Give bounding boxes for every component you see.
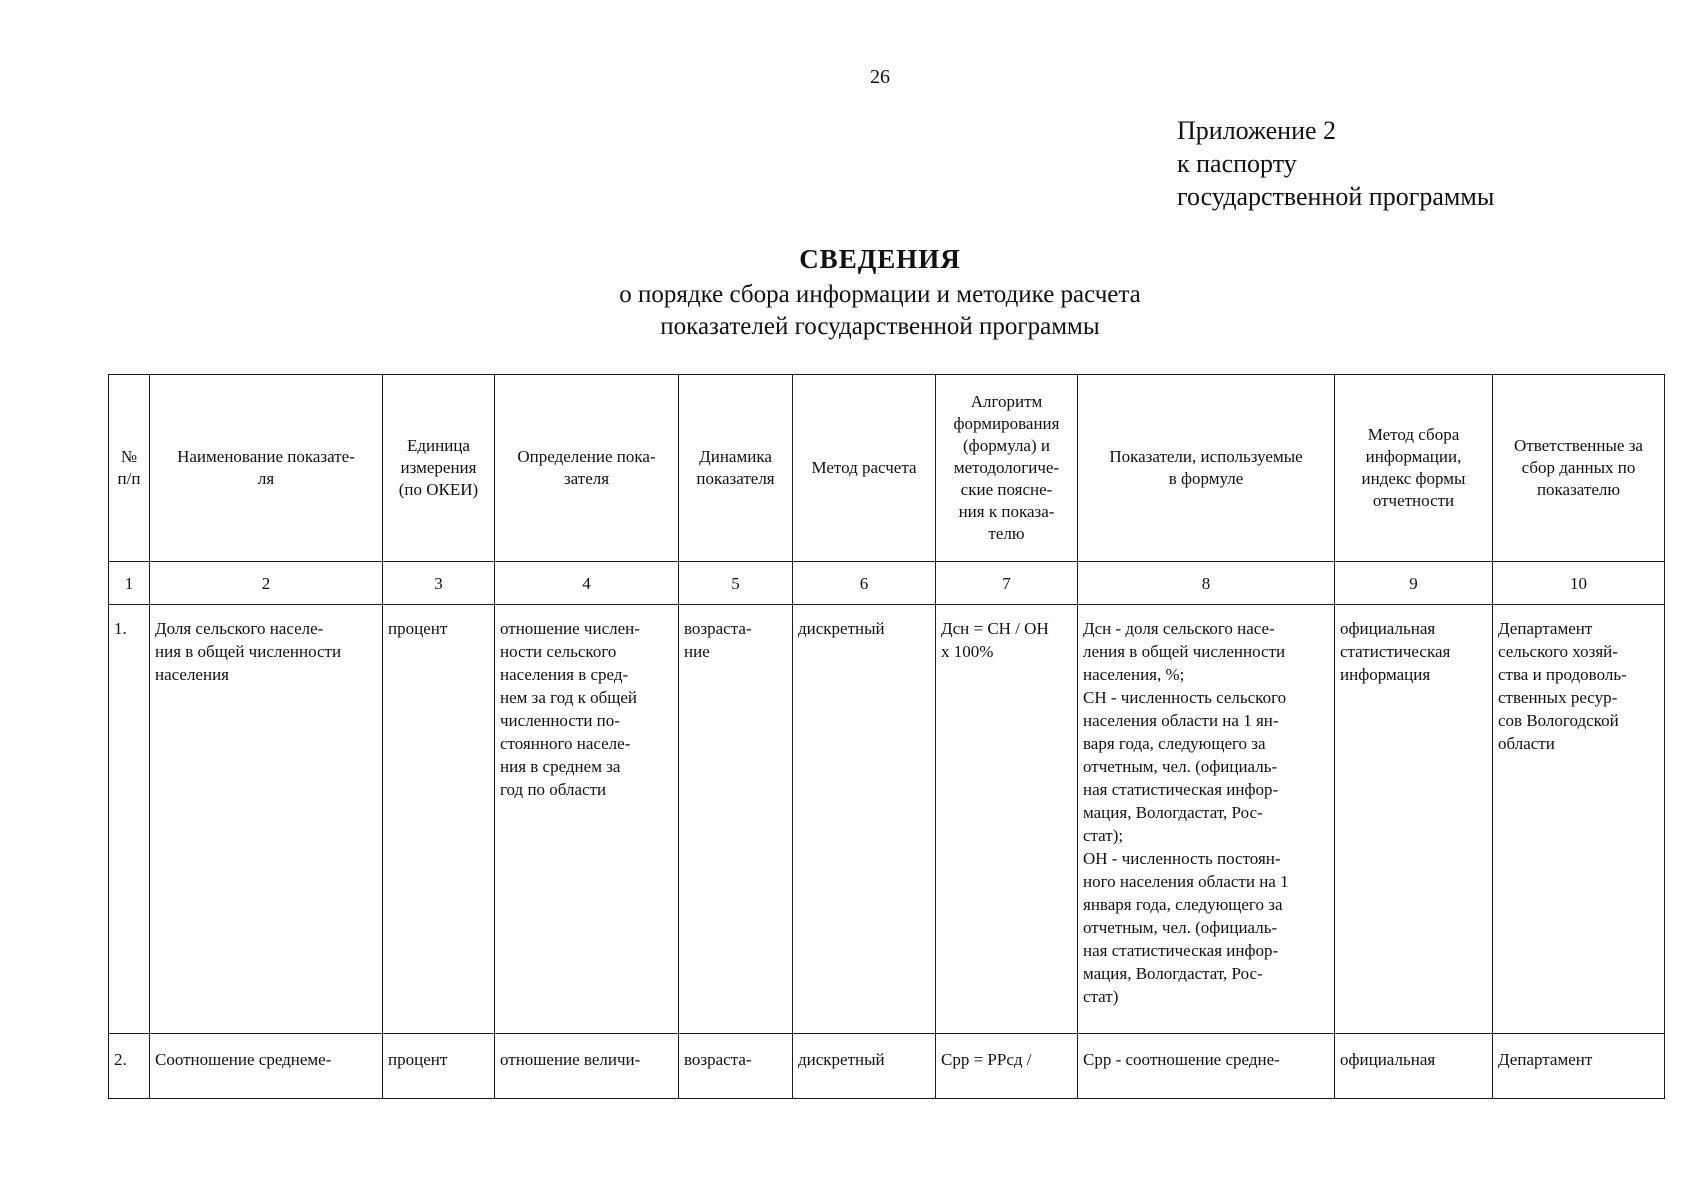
- column-number-cell: 5: [679, 562, 793, 605]
- column-number-cell: 4: [495, 562, 679, 605]
- table-cell: возраста-: [679, 1034, 793, 1099]
- appendix-line-2: к паспорту: [1177, 149, 1297, 178]
- column-number-cell: 1: [109, 562, 150, 605]
- document-title: СВЕДЕНИЯ: [799, 244, 961, 274]
- appendix-note: [1177, 114, 1494, 213]
- appendix-line-1: Приложение 2: [1177, 116, 1337, 145]
- table-cell: Дсн = СН / ОН х 100%: [936, 605, 1078, 1034]
- table-cell: возраста- ние: [679, 605, 793, 1034]
- table-cell: 2.: [109, 1034, 150, 1099]
- table-row: [109, 605, 1665, 1034]
- header-cell: Алгоритм формирования (формула) и методологиче- ские поясне- ния к показа- телю: [936, 375, 1078, 562]
- header-cell: Ответственные за сбор данных по показателю: [1493, 375, 1665, 562]
- header-cell: Наименование показате- ля: [150, 375, 383, 562]
- header-cell: Показатели, используемые в формуле: [1078, 375, 1335, 562]
- header-cell: Единица измерения (по ОКЕИ): [383, 375, 495, 562]
- table-cell: официальная статистическая информация: [1335, 605, 1493, 1034]
- column-number-cell: 8: [1078, 562, 1335, 605]
- column-number-cell: 2: [150, 562, 383, 605]
- table-cell: дискретный: [793, 1034, 936, 1099]
- table-cell: Срр = РРсд /: [936, 1034, 1078, 1099]
- table-cell: официальная: [1335, 1034, 1493, 1099]
- table-cell: дискретный: [793, 605, 936, 1034]
- header-cell: Динамика показателя: [679, 375, 793, 562]
- table-cell: процент: [383, 605, 495, 1034]
- table-cell: Департамент: [1493, 1034, 1665, 1099]
- column-number-cell: 9: [1335, 562, 1493, 605]
- table-cell: 1.: [109, 605, 150, 1034]
- page-number: 26: [870, 66, 890, 88]
- column-number-row: [109, 562, 1665, 605]
- subtitle-line-2: показателей государственной программы: [660, 313, 1100, 340]
- table-cell: Соотношение среднеме-: [150, 1034, 383, 1099]
- table-cell: Департамент сельского хозяй- ства и продоволь- ственных ресур- сов Вологодской области: [1493, 605, 1665, 1034]
- table-cell: процент: [383, 1034, 495, 1099]
- header-cell: Метод сбора информации, индекс формы отчетности: [1335, 375, 1493, 562]
- header-cell: Метод расчета: [793, 375, 936, 562]
- appendix-line-3: государственной программы: [1177, 182, 1495, 211]
- indicators-table: [108, 374, 1665, 1099]
- table-cell: отношение величи-: [495, 1034, 679, 1099]
- table-row: [109, 1034, 1665, 1099]
- header-cell: № п/п: [109, 375, 150, 562]
- column-number-cell: 7: [936, 562, 1078, 605]
- table-header-row: [109, 375, 1665, 562]
- column-number-cell: 6: [793, 562, 936, 605]
- header-cell: Определение пока- зателя: [495, 375, 679, 562]
- table-cell: Доля сельского населе- ния в общей численности населения: [150, 605, 383, 1034]
- table-cell: Дсн - доля сельского насе- ления в общей численности населения, %; СН - численность сельского населения области на 1 ян- варя года, следующего за отчетным, чел. (официаль- ная статистическая инфор- мация, Вологдастат, Рос- стат); ОН - численность постоян- ного населения области на 1 января года, следующего за отчетным, чел. (официаль- ная статистическая инфор- мация, Вологдастат, Рос- стат): [1078, 605, 1335, 1034]
- table-cell: Срр - соотношение средне-: [1078, 1034, 1335, 1099]
- column-number-cell: 3: [383, 562, 495, 605]
- column-number-cell: 10: [1493, 562, 1665, 605]
- table-cell: отношение числен- ности сельского населения в сред- нем за год к общей численности по- стоянного населе- ния в среднем за год по области: [495, 605, 679, 1034]
- document-subtitle: [0, 279, 1697, 343]
- subtitle-line-1: о порядке сбора информации и методике расчета: [619, 281, 1141, 308]
